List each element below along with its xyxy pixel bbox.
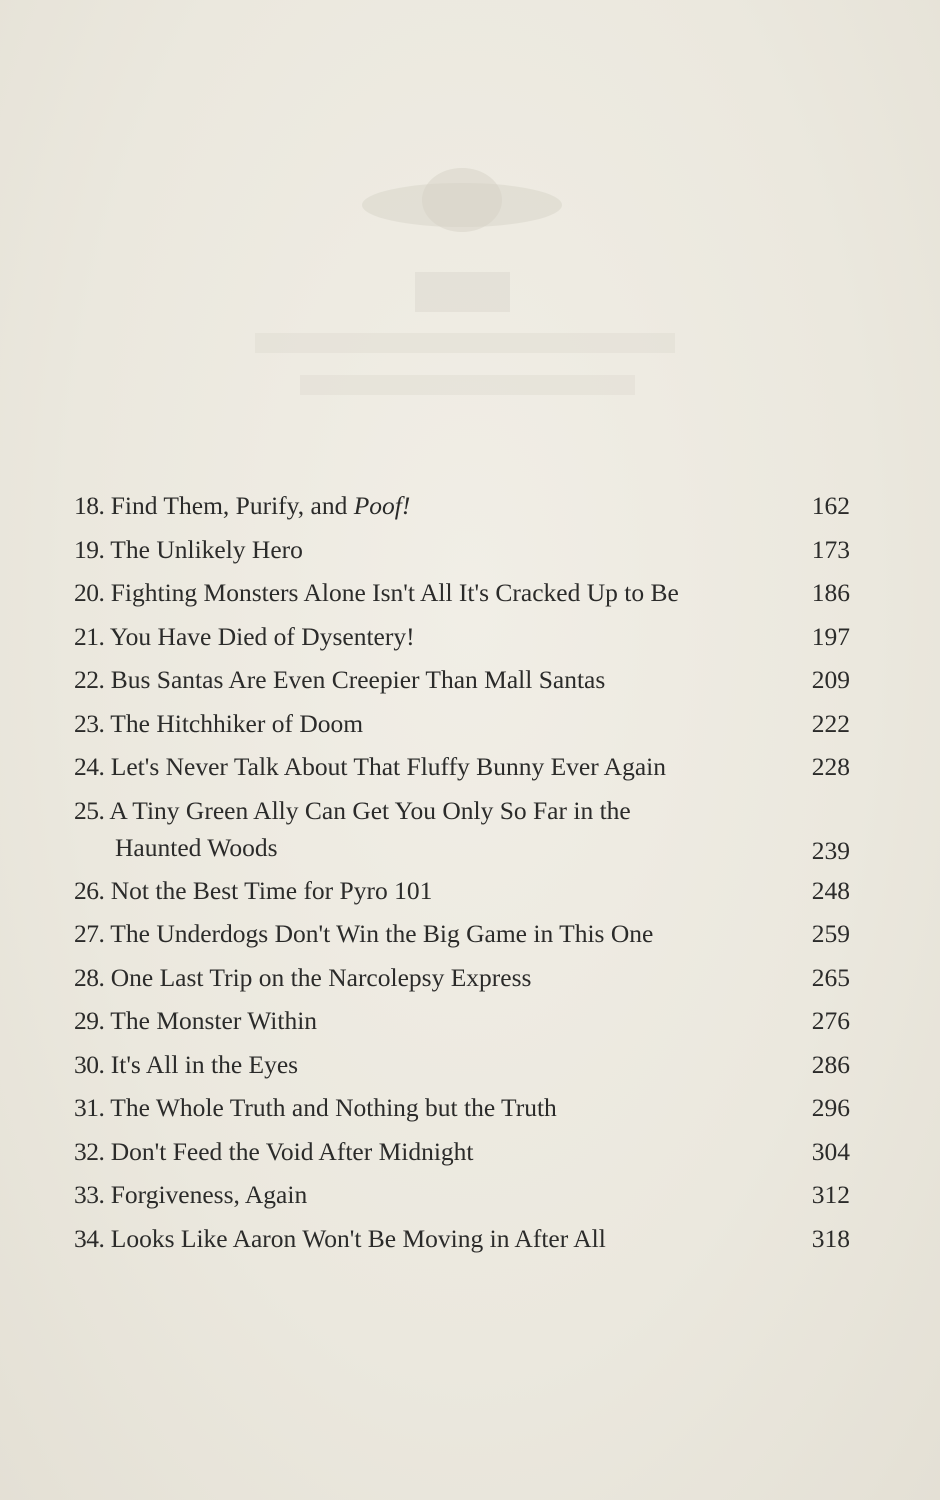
chapter-title-continuation: Haunted Woods xyxy=(115,832,278,862)
toc-entry xyxy=(74,1043,860,1087)
toc-entry xyxy=(74,658,860,702)
page-number: 312 xyxy=(811,1180,850,1209)
chapter-number: 26. xyxy=(74,875,105,905)
chapter-number: 24. xyxy=(74,752,105,781)
toc-entry xyxy=(74,956,860,1000)
toc-entry xyxy=(74,1217,860,1261)
chapter-number: 18. xyxy=(74,491,105,520)
chapter-number: 34. xyxy=(74,1223,105,1253)
chapter-title xyxy=(111,491,411,520)
toc-entry xyxy=(74,912,860,956)
page-number: 248 xyxy=(811,875,850,905)
chapter-title: You Have Died of Dysentery! xyxy=(109,621,415,651)
toc-entry xyxy=(74,702,860,746)
chapter-number: 22. xyxy=(74,665,105,694)
chapter-title: The Underdogs Don't Win the Big Game in This One xyxy=(110,919,654,948)
toc-entry xyxy=(74,1086,860,1130)
chapter-number: 28. xyxy=(74,962,105,992)
toc-entry xyxy=(74,484,860,528)
chapter-number: 29. xyxy=(74,1006,105,1035)
chapter-title: Fighting Monsters Alone Isn't All It's Cracked Up to Be xyxy=(110,578,679,607)
chapter-title-emphasis: Poof! xyxy=(353,491,411,520)
page-number: 304 xyxy=(811,1136,850,1166)
chapter-title: Not the Best Time for Pyro 101 xyxy=(110,875,433,905)
toc-entry xyxy=(74,869,860,913)
toc-entry xyxy=(74,1173,860,1217)
page-number: 228 xyxy=(811,752,850,781)
chapter-number: 32. xyxy=(74,1136,105,1166)
page-number: 286 xyxy=(811,1049,850,1079)
chapter-title: The Hitchhiker of Doom xyxy=(110,708,364,738)
chapter-title: Forgiveness, Again xyxy=(110,1180,308,1209)
chapter-title: It's All in the Eyes xyxy=(110,1049,299,1079)
chapter-number: 25. xyxy=(74,795,105,825)
toc-entry xyxy=(74,615,860,659)
chapter-title: Bus Santas Are Even Creepier Than Mall Santas xyxy=(110,665,606,694)
chapter-title: The Unlikely Hero xyxy=(110,534,303,564)
chapter-number: 23. xyxy=(74,708,105,738)
chapter-title-text: Find Them, Purify, and xyxy=(110,491,354,520)
chapter-number: 20. xyxy=(74,578,105,607)
chapter-number: 33. xyxy=(74,1180,105,1209)
toc-entry xyxy=(74,571,860,615)
page-number: 186 xyxy=(811,578,850,607)
toc-entry xyxy=(74,745,860,789)
chapter-title: A Tiny Green Ally Can Get You Only So Far in the xyxy=(109,795,631,825)
page-number: 162 xyxy=(811,491,850,520)
toc-entry xyxy=(74,1130,860,1174)
page-number: 296 xyxy=(811,1093,850,1122)
toc-entry xyxy=(74,528,860,572)
page-number: 276 xyxy=(811,1006,850,1035)
chapter-title: One Last Trip on the Narcolepsy Express xyxy=(110,962,532,992)
page-number: 239 xyxy=(811,835,850,865)
page-number: 197 xyxy=(811,621,850,651)
toc-entry xyxy=(74,789,860,869)
chapter-title: Don't Feed the Void After Midnight xyxy=(110,1136,474,1166)
page-number: 265 xyxy=(811,962,850,992)
page-number: 318 xyxy=(811,1223,850,1253)
page-number: 222 xyxy=(811,708,850,738)
chapter-number: 31. xyxy=(74,1093,105,1122)
chapter-title-wrap xyxy=(74,792,734,866)
chapter-title: The Whole Truth and Nothing but the Truth xyxy=(110,1093,557,1122)
chapter-title: Let's Never Talk About That Fluffy Bunny Ever Again xyxy=(110,752,666,781)
chapter-number: 21. xyxy=(74,621,105,651)
page-number: 259 xyxy=(811,919,850,948)
table-of-contents xyxy=(74,484,860,1260)
toc-entry xyxy=(74,999,860,1043)
page-number: 173 xyxy=(811,534,850,564)
page-number: 209 xyxy=(811,665,850,694)
chapter-number: 27. xyxy=(74,919,105,948)
chapter-title: Looks Like Aaron Won't Be Moving in After All xyxy=(110,1223,606,1253)
chapter-number: 19. xyxy=(74,534,105,564)
chapter-number: 30. xyxy=(74,1049,105,1079)
chapter-title: The Monster Within xyxy=(110,1006,318,1035)
